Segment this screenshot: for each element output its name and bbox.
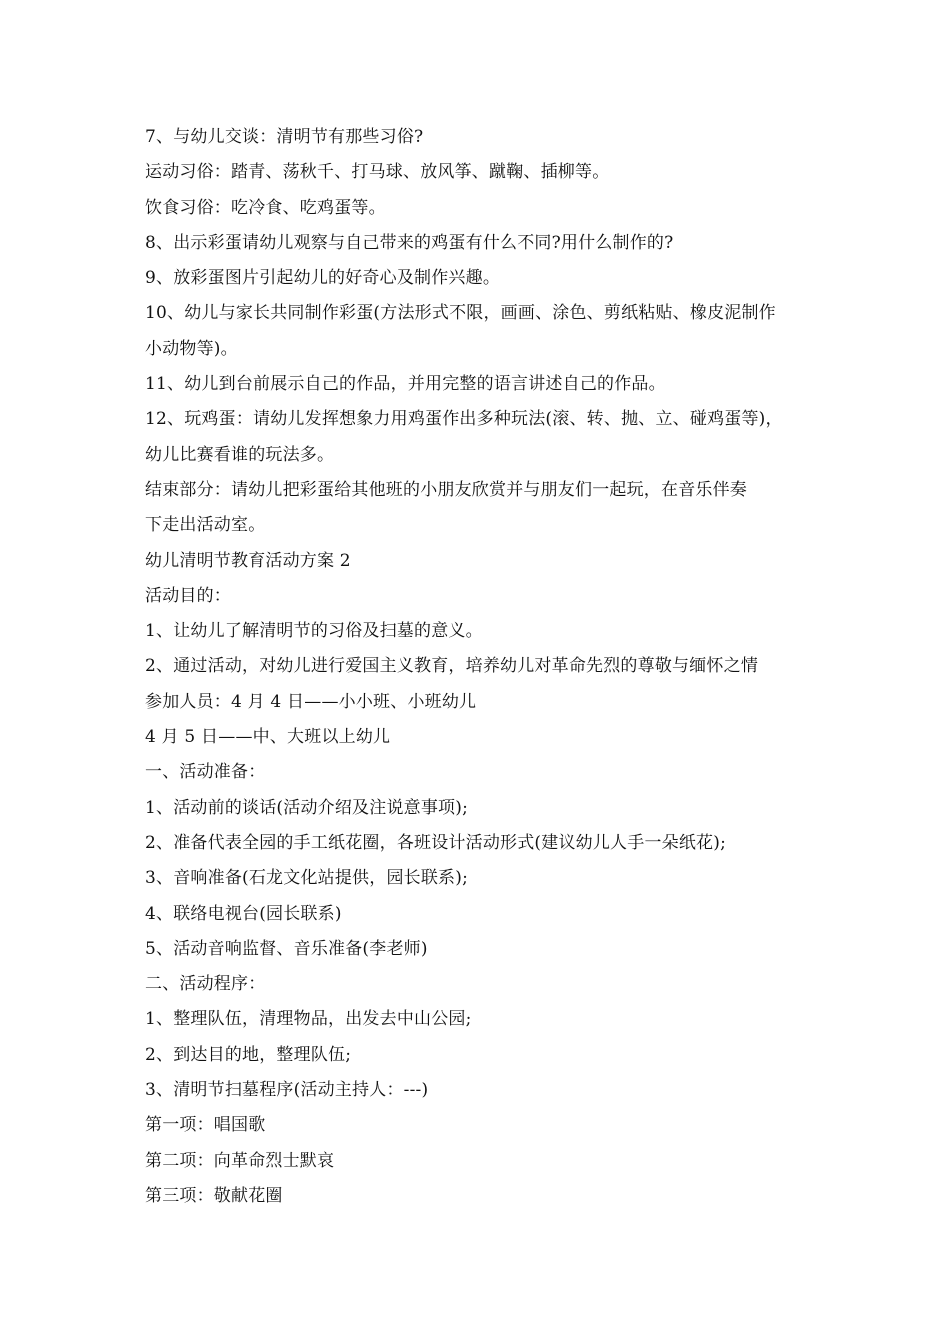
text-line: 小动物等)。 <box>145 338 238 359</box>
text-line: 5、活动音响监督、音乐准备(李老师) <box>145 938 428 959</box>
text-line: 4、联络电视台(园长联系) <box>145 903 342 924</box>
text-line: 二、活动程序： <box>145 974 266 995</box>
text-line: 结束部分：请幼儿把彩蛋给其他班的小朋友欣赏并与朋友们一起玩，在音乐伴奏 <box>145 479 747 500</box>
section-heading: 幼儿清明节教育活动方案 2 <box>145 550 351 571</box>
text-line: 下走出活动室。 <box>145 515 266 536</box>
text-line: 第三项：敬献花圈 <box>145 1185 283 1206</box>
text-line: 2、到达目的地，整理队伍; <box>145 1044 352 1065</box>
text-line: 10、幼儿与家长共同制作彩蛋(方法形式不限，画画、涂色、剪纸粘贴、橡皮泥制作 <box>145 303 776 324</box>
text-line: 8、出示彩蛋请幼儿观察与自己带来的鸡蛋有什么不同?用什么制作的? <box>145 232 674 253</box>
text-line: 3、清明节扫墓程序(活动主持人：---) <box>145 1080 429 1101</box>
text-line: 幼儿比赛看谁的玩法多。 <box>145 444 335 465</box>
text-line: 第二项：向革命烈士默哀 <box>145 1150 335 1171</box>
text-line: 9、放彩蛋图片引起幼儿的好奇心及制作兴趣。 <box>145 268 501 289</box>
text-line: 3、音响准备(石龙文化站提供，园长联系); <box>145 868 469 889</box>
text-line: 11、幼儿到台前展示自己的作品，并用完整的语言讲述自己的作品。 <box>145 374 666 395</box>
text-line: 7、与幼儿交谈：清明节有那些习俗? <box>145 127 424 147</box>
text-line: 12、玩鸡蛋：请幼儿发挥想象力用鸡蛋作出多种玩法(滚、转、抛、立、碰鸡蛋等)， <box>145 409 783 430</box>
text-line: 1、整理队伍，清理物品，出发去中山公园; <box>145 1009 472 1030</box>
document-body <box>145 120 815 1214</box>
text-line: 1、让幼儿了解清明节的习俗及扫墓的意义。 <box>145 621 483 642</box>
text-line: 参加人员：4 月 4 日——小小班、小班幼儿 <box>145 691 477 712</box>
text-line: 一、活动准备： <box>145 762 266 783</box>
text-line: 4 月 5 日——中、大班以上幼儿 <box>145 727 391 748</box>
text-line: 2、准备代表全园的手工纸花圈，各班设计活动形式(建议幼儿人手一朵纸花); <box>145 832 727 853</box>
text-line: 第一项：唱国歌 <box>145 1115 266 1136</box>
text-line: 2、通过活动，对幼儿进行爱国主义教育，培养幼儿对革命先烈的尊敬与缅怀之情 <box>145 656 759 677</box>
text-line: 活动目的： <box>145 585 231 606</box>
text-line: 饮食习俗：吃冷食、吃鸡蛋等。 <box>145 197 386 218</box>
text-line: 运动习俗：踏青、荡秋千、打马球、放风筝、蹴鞠、插柳等。 <box>145 162 610 183</box>
text-line: 1、活动前的谈话(活动介绍及注说意事项); <box>145 797 469 818</box>
